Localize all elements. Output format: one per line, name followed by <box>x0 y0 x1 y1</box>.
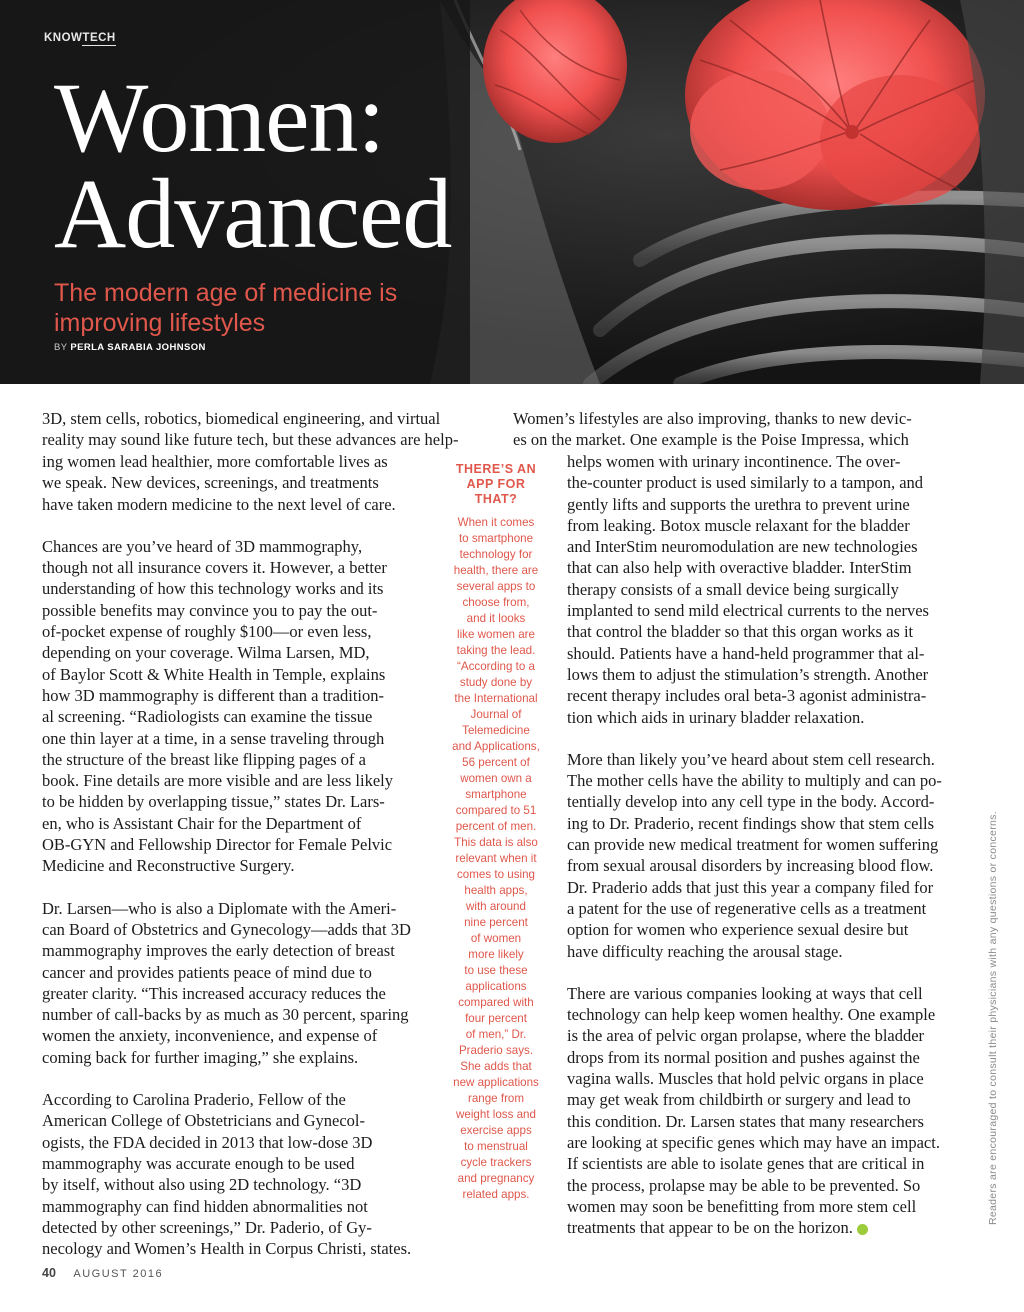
sidebar-title <box>442 462 550 507</box>
text-line: tion which aids in urinary bladder relaxation. <box>567 707 865 727</box>
text-line: though not all insurance covers it. However, a better <box>42 558 387 578</box>
sidebar-body-line: of women <box>470 932 522 945</box>
text-line: ing to Dr. Praderio, recent findings show that stem cells <box>567 813 935 833</box>
subtitle-line-2: improving lifestyles <box>54 309 266 337</box>
text-line: 3D, stem cells, robotics, biomedical engineering, and virtual <box>42 409 441 428</box>
end-of-article-icon <box>857 1224 868 1235</box>
text-line: Dr. Larsen—who is also a Diplomate with the Ameri- <box>42 898 397 918</box>
sidebar-body-line: smartphone <box>465 788 527 801</box>
paragraph-intro <box>42 451 432 515</box>
sidebar-body-line: range from <box>467 1092 525 1105</box>
text-line: the process, prolapse may be able to be prevented. So <box>567 1175 921 1195</box>
text-line: is the area of pelvic organ prolapse, where the bladder <box>567 1026 925 1046</box>
sidebar-title-line: THERE’S AN <box>455 462 537 476</box>
text-line: from leaking. Botox muscle relaxant for the bladder <box>567 515 910 535</box>
text-line: should. Patients have a hand-held programmer that al- <box>567 643 925 663</box>
text-line: There are various companies looking at ways that cell <box>567 983 923 1003</box>
sidebar-body-line: “According to a <box>457 660 535 673</box>
sidebar-body-line: She adds that <box>460 1060 532 1073</box>
sidebar-body-line: compared to 51 <box>455 804 537 817</box>
text-line: ogists, the FDA decided in 2013 that low-dose 3D <box>42 1132 373 1152</box>
byline-prefix: BY <box>54 342 71 353</box>
text-line: understanding of how this technology works and its <box>42 579 384 599</box>
text-line: one thin layer at a time, in a sense traveling through <box>42 728 385 748</box>
text-line: Chances are you’ve heard of 3D mammography, <box>42 536 363 556</box>
text-line: and InterStim neuromodulation are new technologies <box>567 537 918 557</box>
text-line: necology and Women’s Health in Corpus Christi, states. <box>42 1239 412 1259</box>
byline-author: PERLA SARABIA JOHNSON <box>70 342 206 353</box>
text-line: If scientists are able to isolate genes that are critical in <box>567 1154 925 1174</box>
text-line: may get weak from childbirth or surgery and lead to <box>567 1090 911 1110</box>
section-label <box>44 32 116 44</box>
sidebar-body-line: health, there are <box>453 564 539 577</box>
sidebar-body-line: related apps. <box>462 1188 530 1201</box>
sidebar-body-line: to use these <box>464 964 528 977</box>
text-line: to be hidden by overlapping tissue,” states Dr. Lars- <box>42 792 385 812</box>
text-line: Medicine and Reconstructive Surgery. <box>42 856 295 876</box>
text-line: drops from its normal position and pushes against the <box>567 1047 920 1067</box>
text-line: mammography improves the early detection of breast <box>42 941 395 961</box>
text-line: The mother cells have the ability to multiply and can po- <box>567 771 942 791</box>
subtitle-line-1: The modern age of medicine is <box>54 279 398 307</box>
sidebar-body-line: taking the lead. <box>456 644 536 657</box>
text-line: detected by other screenings,” Dr. Paderio, of Gy- <box>42 1217 372 1237</box>
text-line: American College of Obstetricians and Gynecol- <box>42 1111 366 1131</box>
paragraph-praderio <box>42 1089 432 1259</box>
title-line-1: Women: <box>54 62 385 173</box>
sidebar-body-line: study done by <box>459 676 533 689</box>
sidebar-body-line: of men,” Dr. <box>465 1028 527 1041</box>
sidebar-body-line: to menstrual <box>464 1140 528 1153</box>
text-line: the structure of the breast like flipping pages of a <box>42 749 366 769</box>
disclaimer: Readers are encouraged to consult their physicians with any questions or concerns. <box>987 811 999 1225</box>
text-line: have taken modern medicine to the next level of care. <box>42 494 396 514</box>
sidebar-body-line: When it comes <box>457 516 535 529</box>
paragraph-prolapse <box>567 983 959 1239</box>
sidebar-body-line: health apps, <box>464 884 528 897</box>
text-line: can Board of Obstetrics and Gynecology—adds that 3D <box>42 919 411 939</box>
title-line-2: Advanced <box>54 158 452 269</box>
text-line: women the anxiety, inconvenience, and expense of <box>42 1026 378 1046</box>
text-line: al screening. “Radiologists can examine the tissue <box>42 707 373 727</box>
text-line: More than likely you’ve heard about stem cell research. <box>567 749 935 769</box>
sidebar-body-line: to smartphone <box>458 532 534 545</box>
text-line: are looking at specific genes which may have an impact. <box>567 1132 940 1152</box>
sidebar-body <box>442 515 550 1203</box>
text-line: have difficulty reaching the arousal stage. <box>567 941 843 961</box>
text-line: gently lifts and supports the urethra to prevent urine <box>567 494 910 514</box>
section-label-suffix: TECH <box>82 32 116 44</box>
paragraph-devices <box>567 451 959 728</box>
sidebar-body-line: the International <box>454 692 538 705</box>
section-label-prefix: KNOW <box>44 32 83 44</box>
sidebar-body-line: weight loss and <box>456 1108 536 1121</box>
text-line: en, who is Assistant Chair for the Department of <box>42 813 362 833</box>
sidebar-body-line: compared with <box>458 996 534 1009</box>
paragraph-stem-cells <box>567 749 959 962</box>
sidebar-body-line: and Applications, <box>452 740 540 753</box>
text-line: Dr. Praderio adds that just this year a company filed for <box>567 877 934 897</box>
text-line: greater clarity. “This increased accuracy reduces the <box>42 983 386 1003</box>
text-line: mammography can find hidden abnormalities not <box>42 1196 368 1216</box>
text-line: Women’s lifestyles are also improving, thanks to new devic- <box>513 409 912 428</box>
text-line: cancer and provides patients peace of mind due to <box>42 962 372 982</box>
paragraph-3d-mammography <box>42 536 432 877</box>
text-line: coming back for further imaging,” she explains. <box>42 1047 359 1067</box>
text-line: the-counter product is used similarly to a tampon, and <box>567 473 924 493</box>
text-line: vagina walls. Muscles that hold pelvic organs in place <box>567 1069 924 1089</box>
right-column-body <box>567 451 959 1238</box>
sidebar-body-line: applications <box>465 980 527 993</box>
sidebar-body-line: four percent <box>465 1012 527 1025</box>
text-line: of Baylor Scott & White Health in Temple, explains <box>42 664 386 684</box>
text-line: treatments that appear to be on the horizon. <box>567 1217 959 1238</box>
sidebar-title-line: THAT? <box>474 492 518 506</box>
text-line: number of call-backs by as much as 30 percent, sparing <box>42 1005 409 1025</box>
sidebar-body-line: women own a <box>460 772 532 785</box>
sidebar-body-line: relevant when it <box>455 852 537 865</box>
text-line: a patent for the use of regenerative cells as a treatment <box>567 898 927 918</box>
text-line: option for women who experience sexual desire but <box>567 920 909 940</box>
text-line: how 3D mammography is different than a tradition- <box>42 685 384 705</box>
sidebar-body-line: Journal of <box>470 708 522 721</box>
text-line: of-pocket expense of roughly $100—or even less, <box>42 622 372 642</box>
text-line: helps women with urinary incontinence. The over- <box>567 452 901 471</box>
byline <box>54 342 206 353</box>
text-line: book. Fine details are more visible and are less likely <box>42 771 393 791</box>
sidebar-body-line: percent of men. <box>455 820 537 833</box>
sidebar-body-line: 56 percent of <box>462 756 530 769</box>
sidebar-body-line: cycle trackers <box>460 1156 532 1169</box>
text-line: from sexual arousal disorders by increasing blood flow. <box>567 856 934 876</box>
text-line: therapy consists of a small device being surgically <box>567 579 899 599</box>
text-line: that control the bladder so that this organ works as it <box>567 622 914 642</box>
sidebar-body-line: nine percent <box>464 916 528 929</box>
left-column-body <box>42 451 432 1259</box>
sidebar-body-line: more likely <box>468 948 524 961</box>
text-line: can provide new medical treatment for women suffering <box>567 835 939 855</box>
left-column-intro <box>42 408 490 451</box>
text-line: reality may sound like future tech, but these advances are help- <box>42 430 459 450</box>
text-line: women may soon be benefitting from more stem cell <box>567 1196 917 1216</box>
text-line: depending on your coverage. Wilma Larsen, MD, <box>42 643 370 663</box>
sidebar-body-line: comes to using <box>457 868 535 881</box>
text-line: by itself, without also using 2D technology. “3D <box>42 1175 362 1195</box>
sidebar-body-line: exercise apps <box>460 1124 532 1137</box>
sidebar-body-line: like women are <box>457 628 535 641</box>
hero-banner <box>0 0 1024 384</box>
text-line: lows them to adjust the stimulation’s strength. Another <box>567 664 929 684</box>
paragraph-larsen <box>42 898 432 1068</box>
text-line: mammography was accurate enough to be used <box>42 1153 355 1173</box>
sidebar-body-line: choose from, <box>462 596 530 609</box>
sidebar-body-line: Praderio says. <box>458 1044 534 1057</box>
text-line: that can also help with overactive bladder. InterStim <box>567 558 912 578</box>
text-line: According to Carolina Praderio, Fellow of the <box>42 1090 346 1110</box>
page-number: 40 <box>42 1266 56 1280</box>
text-line: this condition. Dr. Larsen states that many researchers <box>567 1111 924 1131</box>
sidebar-body-line: Telemedicine <box>462 724 530 737</box>
text-line: recent therapy includes oral beta-3 agonist administra- <box>567 686 927 706</box>
sidebar-body-line: This data is also <box>454 836 538 849</box>
text-line: possible benefits may convince you to pay the out- <box>42 600 378 620</box>
text-line: ing women lead healthier, more comfortable lives as <box>42 452 388 471</box>
text-line: tentially develop into any cell type in the body. Accord- <box>567 792 935 812</box>
page-footer <box>42 1266 163 1280</box>
right-column-intro <box>513 408 961 451</box>
article-title <box>54 62 574 269</box>
sidebar-body-line: and it looks <box>466 612 526 625</box>
issue-date: AUGUST 2016 <box>73 1268 164 1280</box>
sidebar-body-line: technology for <box>459 548 533 561</box>
text-line: es on the market. One example is the Poise Impressa, which <box>513 430 909 450</box>
article-subtitle <box>54 278 534 338</box>
sidebar-body-line: with around <box>466 900 526 913</box>
text-line: OB-GYN and Fellowship Director for Female Pelvic <box>42 835 393 855</box>
sidebar-body-line: and pregnancy <box>457 1172 535 1185</box>
sidebar-body-line: several apps to <box>456 580 536 593</box>
app-sidebar <box>442 462 550 1203</box>
text-line: we speak. New devices, screenings, and treatments <box>42 473 379 493</box>
text-line: technology can help keep women healthy. One example <box>567 1005 936 1025</box>
sidebar-title-line: APP FOR <box>466 477 526 491</box>
sidebar-body-line: new applications <box>453 1076 539 1089</box>
text-line: implanted to send mild electrical currents to the nerves <box>567 601 929 621</box>
